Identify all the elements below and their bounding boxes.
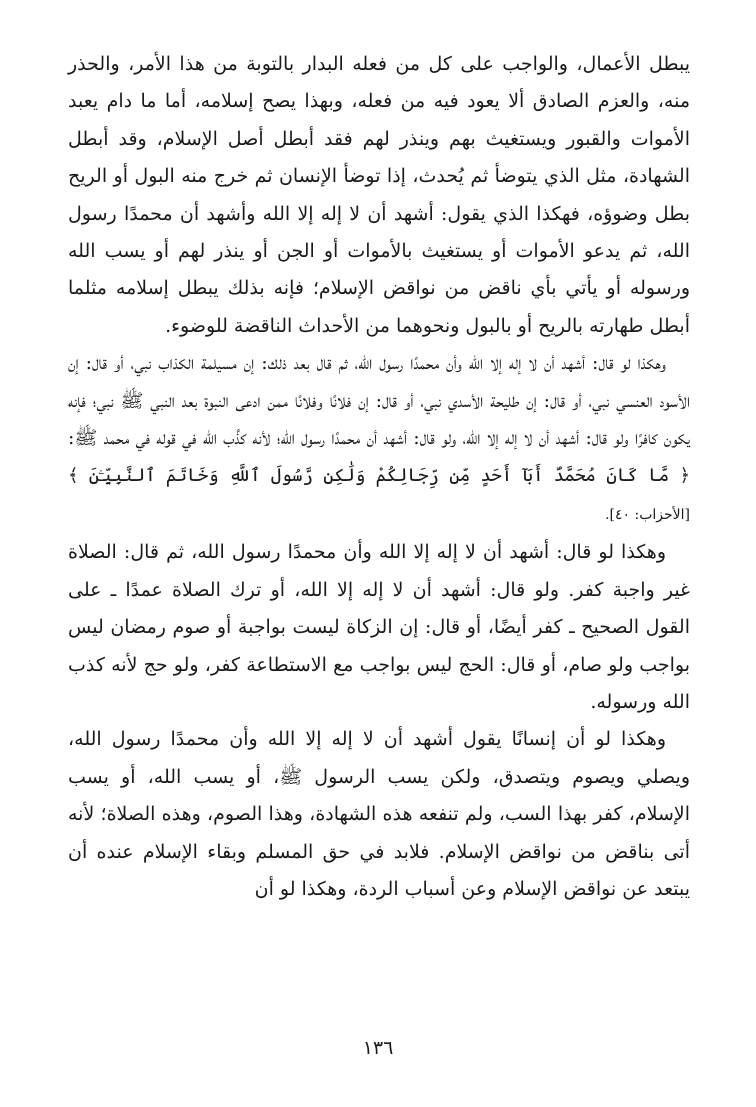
paragraph-2-text: وهكذا لو قال: أشهد أن لا إله إلا الله وأن محمدًا رسول الله، ثم قال بعد ذلك: إن مسيلمة الكذاب نبي، أو قال: إن الأسود العنسي نبي، أو قال: إن طليحة الأسدي نبي، أو قال: إن فلانًا وفلانًا ممن ادعى النبوة بعد النبي ﷺ نبي؛ فإنه يكون كافرًا ولو قال: أشهد أن لا إله إلا الله، ولو قال: أشهد أن محمدًا رسول الله؛ لأنه كذَّب الله في قوله في محمد ﷺ: — [68, 352, 690, 450]
paragraph-2 — [68, 345, 690, 534]
paragraph-1: يبطل الأعمال، والواجب على كل من فعله البدار بالتوبة من هذا الأمر، والحذر منه، والعزم الصادق ألا يعود فيه من فعله، وبهذا يصح إسلامه، أما ما دام يعبد الأموات والقبور ويستغيث بهم وينذر لهم فقد أبطل أصل الإسلام، وقد أبطل الشهادة، مثل الذي يتوضأ ثم يُحدث، إذا توضأ الإنسان ثم خرج منه البول أو الريح بطل وضوؤه، فهكذا الذي يقول: أشهد أن لا إله إلا الله وأشهد أن محمدًا رسول الله، ثم يدعو الأموات أو يستغيث بالأموات أو الجن أو ينذر لهم أو يسب الله ورسوله أو يأتي بأي ناقض من نواقض الإسلام؛ فإنه بذلك يبطل إسلامه مثلما أبطل طهارته بالريح أو بالبول ونحوهما من الأحداث الناقضة للوضوء. — [68, 53, 690, 337]
quran-verse: ﴿ مَّا كَانَ مُحَمَّدٌ أَبَآ أَحَدٍ مِّن رِّجَالِكُمْ وَلَٰكِن رَّسُولَ ٱللَّهِ وَخَاتَمَ ٱلنَّبِيِّـۧنَ ﴾ — [68, 465, 690, 487]
page-body — [68, 46, 690, 908]
paragraph-4: وهكذا لو أن إنسانًا يقول أشهد أن لا إله إلا الله وأن محمدًا رسول الله، ويصلي ويصوم ويتصدق، ولكن يسب الرسول ﷺ، أو يسب الله، أو يسب الإسلام، كفر بهذا السب، ولم تنفعه هذه الشهادة، وهذا الصوم، وهذه الصلاة؛ لأنه أتى بناقض من نواقض الإسلام. فلابد في حق المسلم وبقاء الإسلام عنده أن يبتعد عن نواقض الإسلام وعن أسباب الردة، وهكذا لو أن — [68, 728, 690, 900]
verse-reference: [الأحزاب: ٤٠]. — [605, 506, 690, 523]
page-number: ١٣٦ — [362, 1037, 394, 1059]
paragraph-3: وهكذا لو قال: أشهد أن لا إله إلا الله وأن محمدًا رسول الله، ثم قال: الصلاة غير واجبة كفر. ولو قال: أشهد أن لا إله إلا الله، أو ترك الصلاة عمدًا ـ على القول الصحيح ـ كفر أيضًا، أو قال: إن الزكاة ليست بواجبة أو صوم رمضان ليس بواجب ولو صام، أو قال: الحج ليس بواجب مع الاستطاعة كفر، ولو حج لأنه كذب الله ورسوله. — [68, 541, 690, 713]
